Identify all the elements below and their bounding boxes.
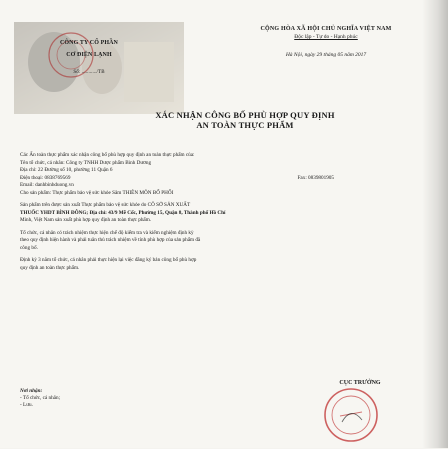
document-date: Hà Nội, ngày 29 tháng 05 năm 2017 — [285, 52, 367, 58]
recipient-2: - Lưu. — [20, 402, 33, 408]
body-address: Địa chỉ: 22 Đường số 10, phường 11 Quận 6 — [20, 167, 113, 173]
body-fax: Fax: 0839801905 — [297, 174, 334, 181]
body-contact-row — [20, 175, 424, 183]
nation-heading: CỘNG HÒA XÃ HỘI CHỦ NGHĨA VIỆT NAM — [260, 26, 392, 32]
body-product: Cho sản phẩm: Thực phẩm bảo vệ sức khỏe Sâm THIÊN MÔN BỔ PHỔI — [20, 189, 174, 196]
body-resp-3: công bố. — [20, 244, 38, 251]
body-maker-3: Minh, Việt Nam sản xuất phù hợp quy định an toàn thực phẩm. — [20, 217, 152, 223]
body-maker-1: Sản phẩm trên được sản xuất Thực phẩm bảo vệ sức khỏe do CÔ SỞ SẢN XUẤT — [20, 202, 191, 208]
document-number: Số: .........../TB — [73, 70, 105, 75]
official-stamp — [322, 386, 380, 444]
page-edge-shadow — [422, 0, 448, 448]
body-maker-2: THUỐC YHDT BÌNH ĐÔNG; Địa chỉ: 43/9 Mễ Cốc, Phường 15, Quận 8, Thành phố Hồ Chí — [20, 209, 226, 216]
document-body — [20, 152, 424, 272]
body-valid-1: Định kỳ 3 năm tổ chức, cá nhân phải thực hiện lại việc đăng ký bản công bố phù hợp — [20, 257, 197, 263]
header-left-block — [14, 40, 164, 76]
recipients-label: Nơi nhận: — [20, 388, 43, 394]
body-resp-1: Tổ chức, cá nhân có trách nhiệm thực hiện chế độ kiểm tra và kiểm nghiệm định kỳ — [20, 229, 194, 236]
body-resp-2: theo quy định hiện hành và phải tuân thủ trách nhiệm về tính phù hợp của sản phẩm đã — [20, 237, 201, 243]
header-right-block — [236, 26, 416, 58]
recipient-1: - Tổ chức, cá nhân; — [20, 395, 61, 401]
national-motto: Độc lập - Tự do - Hạnh phúc — [294, 34, 358, 40]
title-line1: XÁC NHẬN CÔNG BỐ PHÙ HỢP QUY ĐỊNH — [155, 110, 335, 120]
body-email: Email: danhbinhduong.vn — [20, 182, 74, 188]
body-company: Tên tổ chức, cá nhân: Công ty TNHH Dược phẩm Bình Dương — [20, 159, 152, 166]
document-title — [70, 110, 420, 130]
body-phone: Điện thoại: 0838769569 — [20, 174, 71, 181]
title-line2: AN TOÀN THỰC PHẨM — [196, 120, 294, 130]
signer-title: CỤC TRƯỞNG — [339, 380, 381, 386]
company-name-line2: CƠ ĐIỆN LẠNH — [66, 52, 112, 58]
body-intro: Các Ấn toàn thực phẩm xác nhận công bố phù hợp quy định an toàn thực phẩm của: — [20, 152, 195, 158]
recipients-block — [20, 388, 140, 409]
company-name-line1: CÔNG TY CỔ PHẦN — [59, 40, 118, 46]
body-valid-2: quy định an toàn thực phẩm. — [20, 264, 80, 271]
